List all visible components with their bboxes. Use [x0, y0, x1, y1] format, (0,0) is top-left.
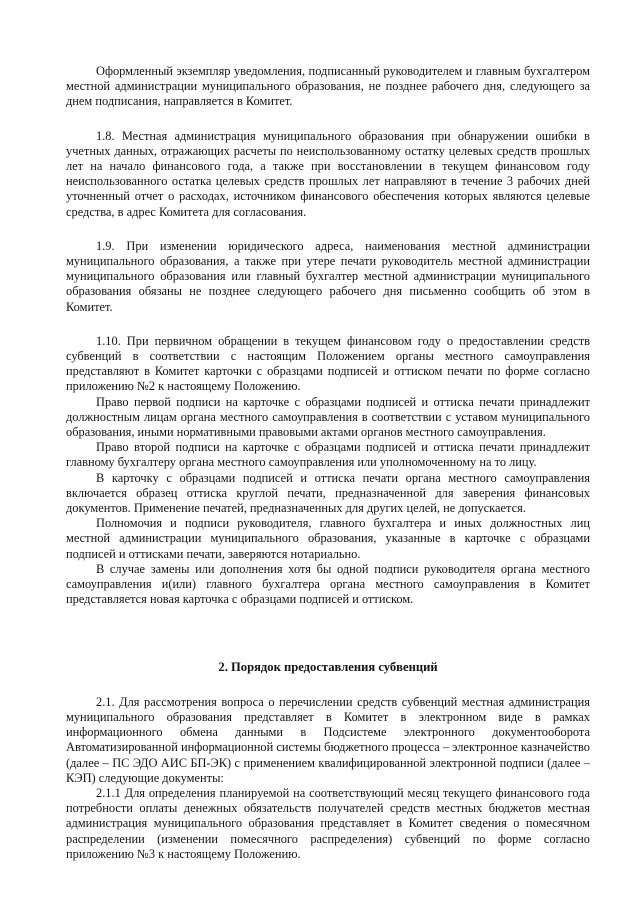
- paragraph-second-signature-right: Право второй подписи на карточке с образцами подписей и оттиска печати принадлежит главному бухгалтеру органа местного самоуправления или уполномоченному на то лицу.: [66, 440, 590, 470]
- paragraph-card-seal: В карточку с образцами подписей и оттиска печати органа местного самоуправления включается образец оттиска круглой печати, предназначенной для заверения финансовых документов. Применение печатей, предназначенных для других целей, не допускается.: [66, 470, 590, 516]
- paragraph-notarial-certification: Полномочия и подписи руководителя, главного бухгалтера и иных должностных лиц местной администрации муниципального образования, указанные в карточке с образцами подписей и оттисками печати, заверяются нотариально.: [66, 516, 590, 561]
- paragraph-1-8: 1.8. Местная администрация муниципального образования при обнаружении ошибки в учетных данных, отражающих расчеты по неиспользованному остатку целевых средств прошлых лет на начало финансового года, а также при восстановлении в текущем финансовом году неиспользованного остатка целевых средств прошлых лет направляют в течение 3 рабочих дней уточненный отчет о расходах, источником финансового обеспечения которых являются целевые средства, в адрес Комитета для согласования.: [66, 128, 590, 219]
- paragraph-2-1: 2.1. Для рассмотрения вопроса о перечислении средств субвенций местная администрация муниципального образования представляет в Комитет в электронном виде в рамках информационного обмена данными в Подсистеме электронного документооборота Автоматизированной информационной системы бюджетного процесса – электронное казначейство (далее – ПС ЭДО АИС БП-ЭК) с применением квалифицированной электронной подписи (далее – КЭП) следующие документы:: [66, 694, 591, 785]
- section-2-heading: 2. Порядок предоставления субвенций: [218, 659, 438, 674]
- paragraph-signature-replacement: В случае замены или дополнения хотя бы одной подписи руководителя органа местного самоуправления и(или) главного бухгалтера органа местного самоуправления в Комитет представляется новая карточка с образцами подписей и оттиском.: [66, 561, 590, 607]
- paragraph-intro: Оформленный экземпляр уведомления, подписанный руководителем и главным бухгалтером местной администрации муниципального образования, не позднее рабочего дня, следующего за днем подписания, направляется в Комитет.: [66, 64, 590, 109]
- paragraph-1-9: 1.9. При изменении юридического адреса, наименования местной администрации муниципального образования, а также при утере печати руководитель местной администрации муниципального образования или главный бухгалтер местной администрации муниципального образования обязаны не позднее следующего рабочего дня письменно сообщить об этом в Комитет.: [66, 238, 590, 314]
- paragraph-1-10: 1.10. При первичном обращении в текущем финансовом году о предоставлении средств субвенций в соответствии с настоящим Положением органы местного самоуправления представляют в Комитет карточки с образцами подписей и оттиском печати по форме согласно приложению №2 к настоящему Положению.: [66, 333, 590, 394]
- paragraph-2-1-1: 2.1.1 Для определения планируемой на соответствующий месяц текущего финансового года потребности оплаты денежных обязательств получателей средств местных бюджетов местная администрация муниципального образования представляет в Комитет сведения о помесячном распределении (изменении помесячного распределения) субвенций по форме согласно приложению №3 к настоящему Положению.: [66, 785, 590, 861]
- document-page: [66, 64, 590, 862]
- paragraph-first-signature-right: Право первой подписи на карточке с образцами подписей и оттиска печати принадлежит должностным лицам органа местного самоуправления в соответствии с уставом муниципального образования, иными нормативными правовыми актами органов местного самоуправления.: [66, 394, 590, 440]
